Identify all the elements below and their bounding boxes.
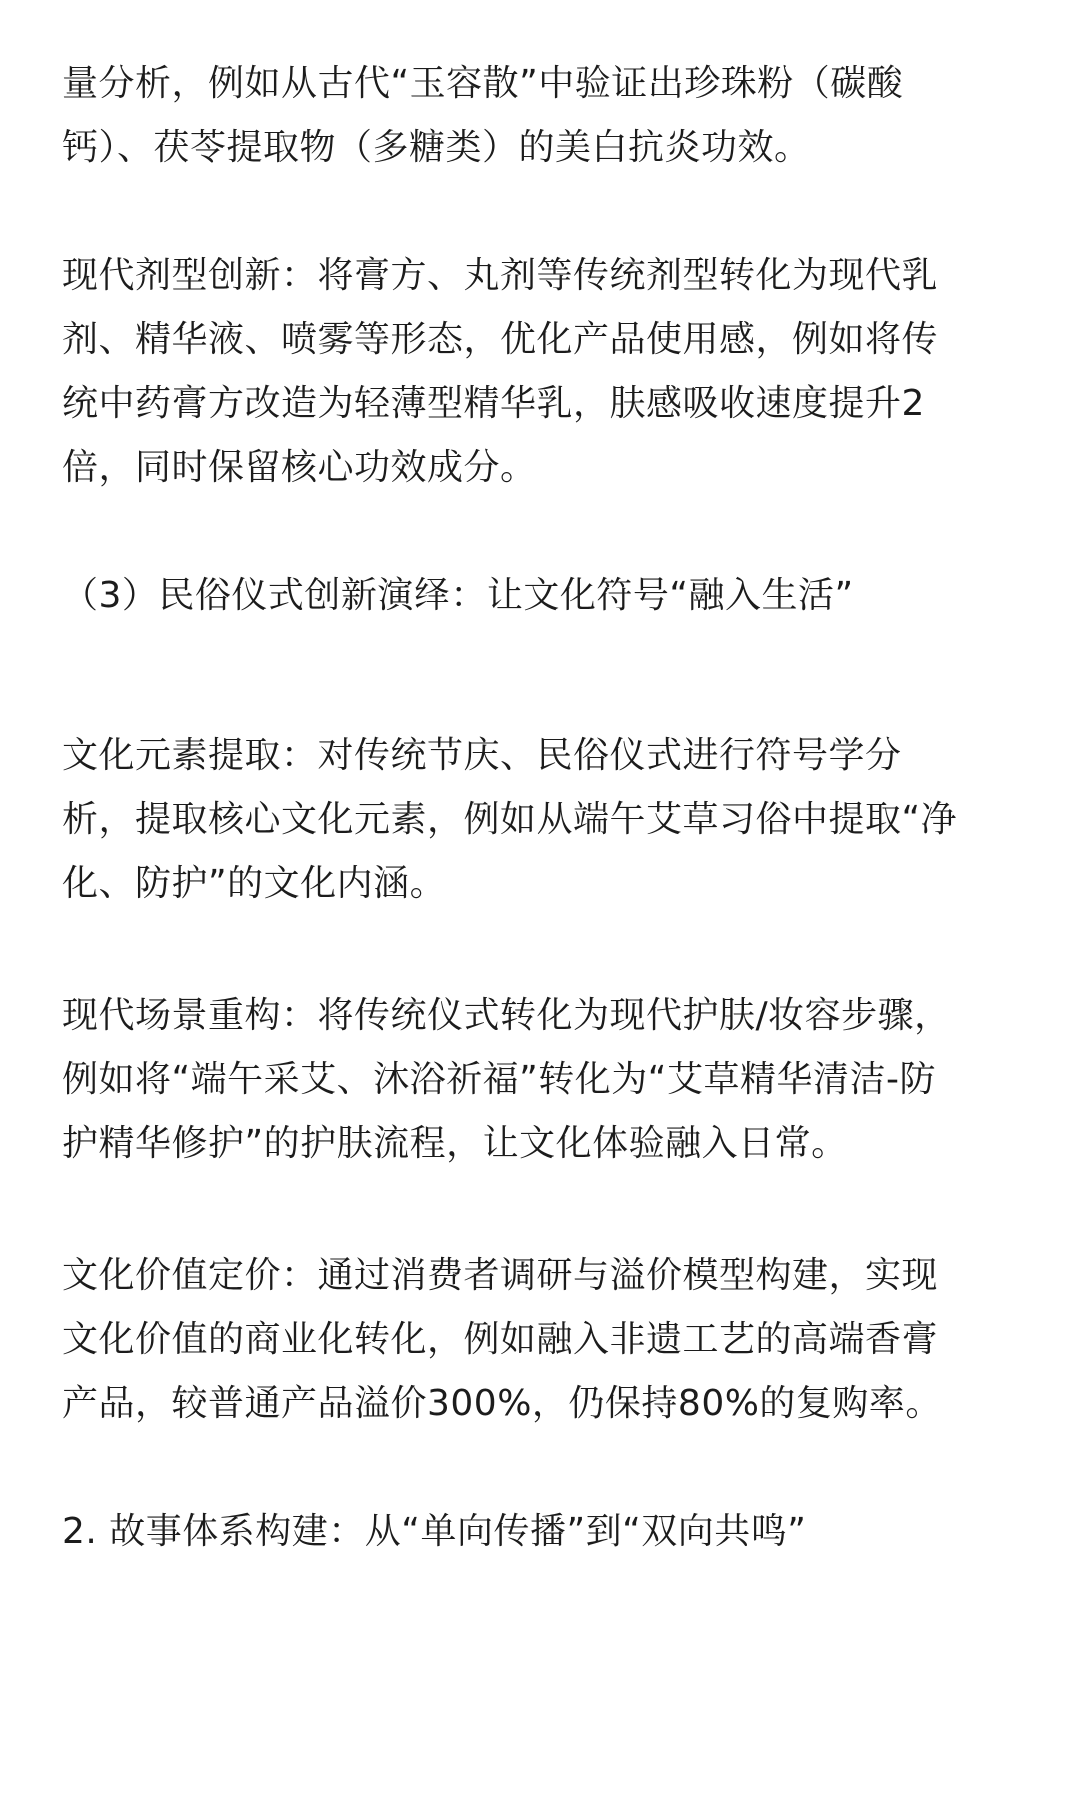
text-line: 钙）、茯苓提取物（多糖类）的美白抗炎功效。 [62, 127, 811, 168]
text-line: 例如将“端午采艾、沐浴祈福”转化为“艾草精华清洁-防 [62, 1059, 936, 1100]
paragraph-modern-dosage-innovation [62, 244, 1022, 500]
heading-text: 2. 故事体系构建：从“单向传播”到“双向共鸣” [62, 1511, 807, 1552]
text-line: 倍，同时保留核心功效成分。 [62, 447, 537, 488]
text-line: 文化元素提取：对传统节庆、民俗仪式进行符号学分 [62, 735, 902, 776]
text-line: 析，提取核心文化元素，例如从端午艾草习俗中提取“净 [62, 799, 958, 840]
section-heading-story-system [62, 1500, 1022, 1564]
text-line: 现代剂型创新：将膏方、丸剂等传统剂型转化为现代乳 [62, 255, 939, 296]
text-line: 文化价值定价：通过消费者调研与溢价模型构建，实现 [62, 1255, 939, 1296]
text-line: 统中药膏方改造为轻薄型精华乳，肤感吸收速度提升2 [62, 383, 925, 424]
paragraph-modern-scene-reconstruction [62, 984, 1022, 1176]
text-line: 文化价值的商业化转化，例如融入非遗工艺的高端香膏 [62, 1319, 939, 1360]
text-line: 量分析，例如从古代“玉容散”中验证出珍珠粉（碳酸 [62, 63, 904, 104]
paragraph-ancient-formula-analysis [62, 52, 1022, 180]
text-line: 产品，较普通产品溢价300%，仍保持80%的复购率。 [62, 1383, 942, 1424]
section-heading-folk-ritual [62, 564, 1022, 628]
heading-text: （3）民俗仪式创新演绎：让文化符号“融入生活” [62, 575, 854, 616]
text-line: 剂、精华液、喷雾等形态，优化产品使用感，例如将传 [62, 319, 939, 360]
text-line: 化、防护”的文化内涵。 [62, 863, 447, 904]
paragraph-cultural-element-extraction [62, 724, 1022, 916]
text-line: 现代场景重构：将传统仪式转化为现代护肤/妆容步骤， [62, 995, 951, 1036]
paragraph-cultural-value-pricing [62, 1244, 1022, 1436]
text-line: 护精华修护”的护肤流程，让文化体验融入日常。 [62, 1123, 848, 1164]
